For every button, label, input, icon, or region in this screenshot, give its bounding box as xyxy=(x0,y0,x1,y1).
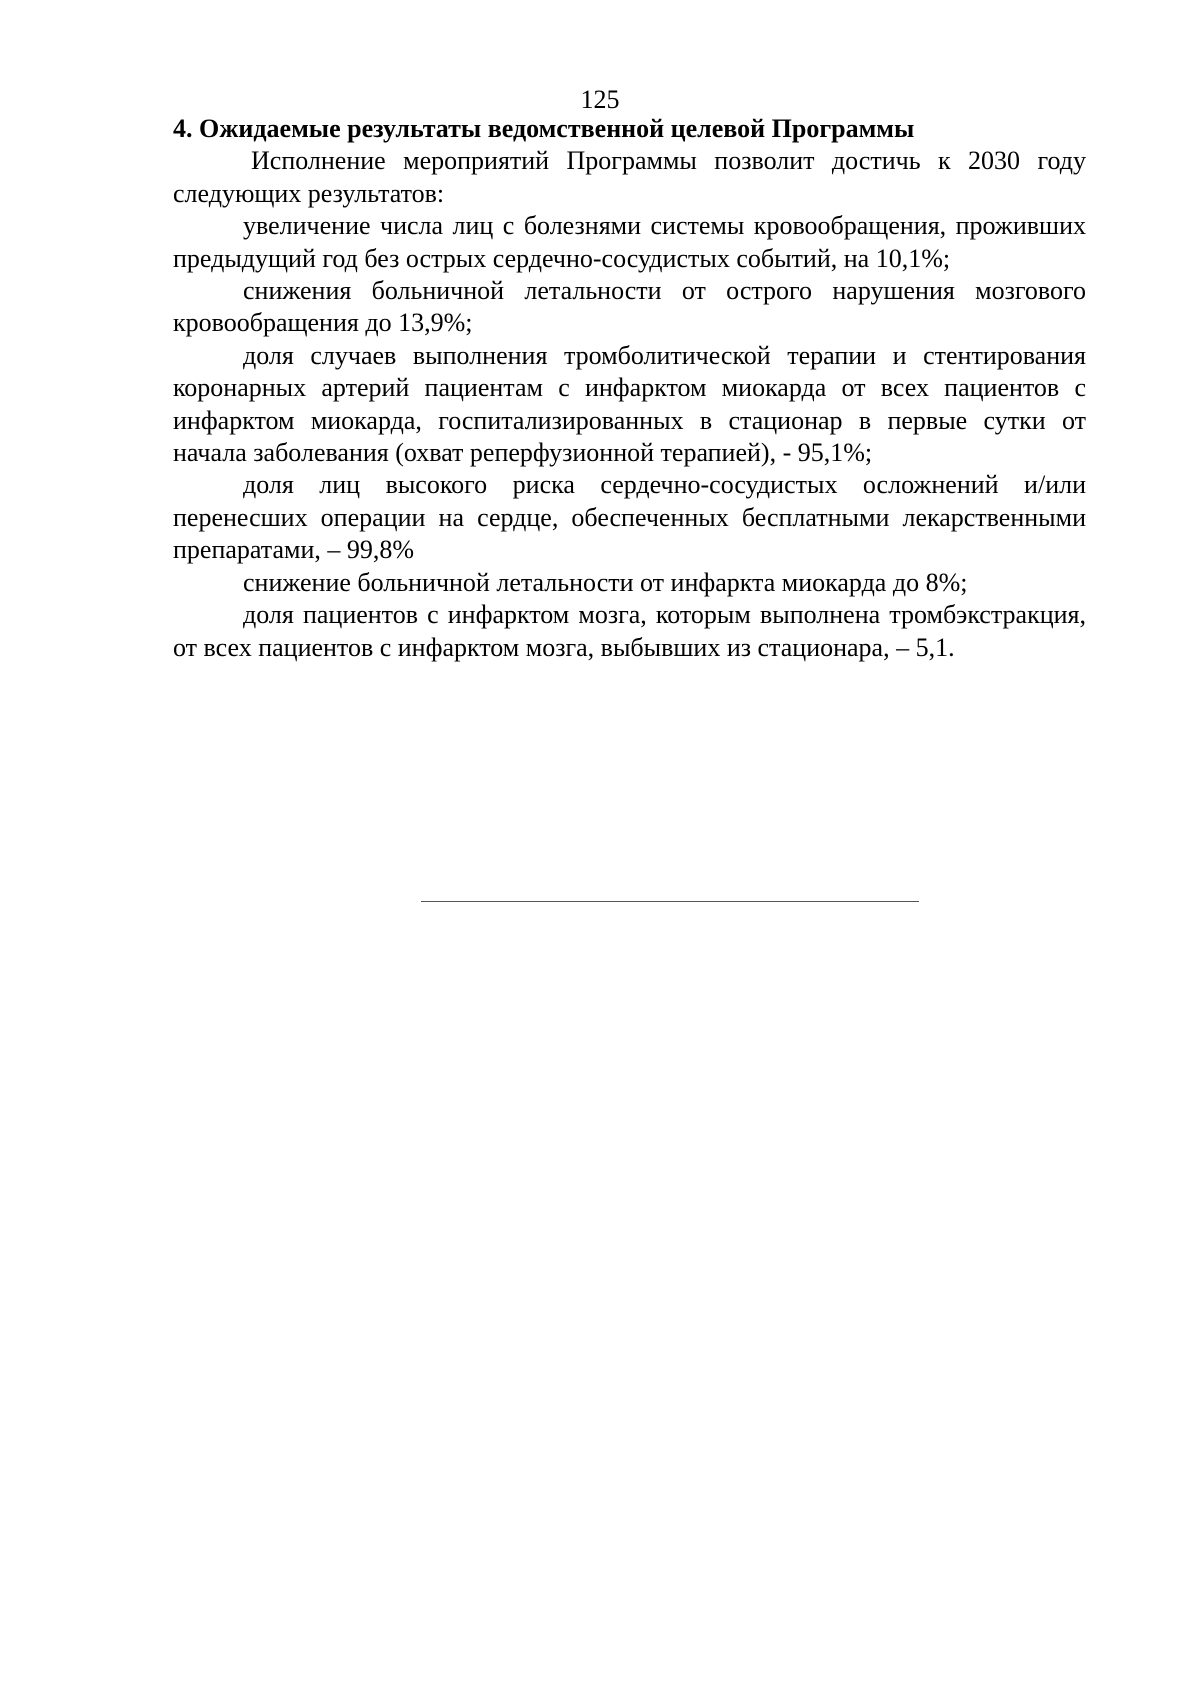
result-item: доля пациентов с инфарктом мозга, которым выполнена тромбэкстракция, от всех пациентов с инфарктом мозга, выбывших из стационара, – 5,1. xyxy=(173,600,1086,662)
document-body xyxy=(173,113,1086,664)
result-item: увеличение числа лиц с болезнями системы кровообращения, проживших предыдущий год без острых сердечно-сосудистых событий, на 10,1%; xyxy=(173,211,1086,273)
result-item: доля случаев выполнения тромболитической терапии и стентирования коронарных артерий пациентам с инфарктом миокарда от всех пациентов с инфарктом миокарда, госпитализированных в стационар в первые сутки от начала заболевания (охват реперфузионной терапией), - 95,1%; xyxy=(173,340,1086,468)
intro-paragraph: Исполнение мероприятий Программы позволит достичь к 2030 году следующих результатов: xyxy=(173,146,1086,208)
result-item: снижение больничной летальности от инфаркта миокарда до 8%; xyxy=(243,567,968,597)
separator-line xyxy=(421,901,919,902)
section-heading: 4. Ожидаемые результаты ведомственной целевой Программы xyxy=(173,114,915,143)
result-item: снижения больничной летальности от острого нарушения мозгового кровообращения до 13,9%; xyxy=(173,276,1086,338)
result-item: доля лиц высокого риска сердечно-сосудистых осложнений и/или перенесших операции на сердце, обеспеченных бесплатными лекарственными препаратами, – 99,8% xyxy=(173,470,1086,565)
page-number: 125 xyxy=(580,85,620,114)
